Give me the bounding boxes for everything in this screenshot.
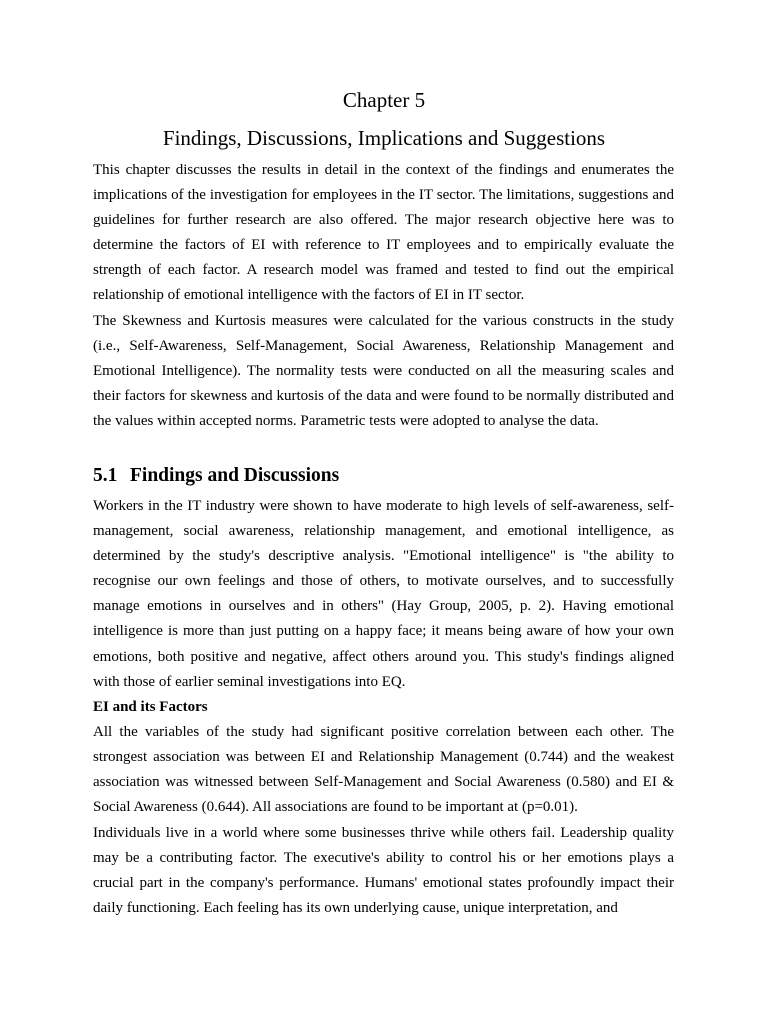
subsection-heading: EI and its Factors: [93, 699, 208, 715]
intro-paragraph-2: The Skewness and Kurtosis measures were calculated for the various constructs in the study (i.e., Self-Awareness, Self-Management, Social Awareness, Relationship Management and Emotional Intelligence). The normality tests were conducted on all the measuring scales and their factors for skewness and kurtosis of the data and were found to be normally distributed and the values within accepted norms. Parametric tests were adopted to analyse the data.: [93, 313, 674, 430]
section-heading: [93, 462, 339, 490]
section-title: Findings and Discussions: [130, 465, 340, 486]
section-paragraph-3: Individuals live in a world where some businesses thrive while others fail. Leadership quality may be a contributing factor. The executive's ability to control his or her emotions plays a crucial part in the company's performance. Humans' emotional states profoundly impact their daily functioning. Each feeling has its own underlying cause, unique interpretation, and: [93, 825, 674, 917]
section-paragraph-1: Workers in the IT industry were shown to have moderate to high levels of self-awareness, self-management, social awareness, relationship management, and emotional intelligence, as determined by the study's descriptive analysis. "Emotional intelligence" is "the ability to recognise our own feelings and those of others, to motivate ourselves, and to successfully manage emotions in ourselves and in others" (Hay Group, 2005, p. 2). Having emotional intelligence is more than just putting on a happy face; it means being aware of how your own emotions, both positive and negative, affect others around you. This study's findings aligned with those of earlier seminal investigations into EQ.: [93, 498, 674, 690]
intro-paragraph-1: This chapter discusses the results in detail in the context of the findings and enumerates the implications of the investigation for employees in the IT sector. The limitations, suggestions and guidelines for further research are also offered. The major research objective here was to determine the factors of EI with reference to IT employees and to empirically evaluate the strength of each factor. A research model was framed and tested to find out the empirical relationship of emotional intelligence with the factors of EI in IT sector.: [93, 162, 674, 304]
chapter-title: Findings, Discussions, Implications and Suggestions: [162, 126, 606, 150]
section-number: 5.1: [93, 465, 118, 486]
section-paragraph-2: All the variables of the study had significant positive correlation between each other. The strongest association was between EI and Relationship Management (0.744) and the weakest association was witnessed between Self-Management and Social Awareness (0.580) and EI & Social Awareness (0.644). All associations are found to be important at (p=0.01).: [93, 724, 674, 816]
chapter-number: Chapter 5: [342, 88, 426, 112]
